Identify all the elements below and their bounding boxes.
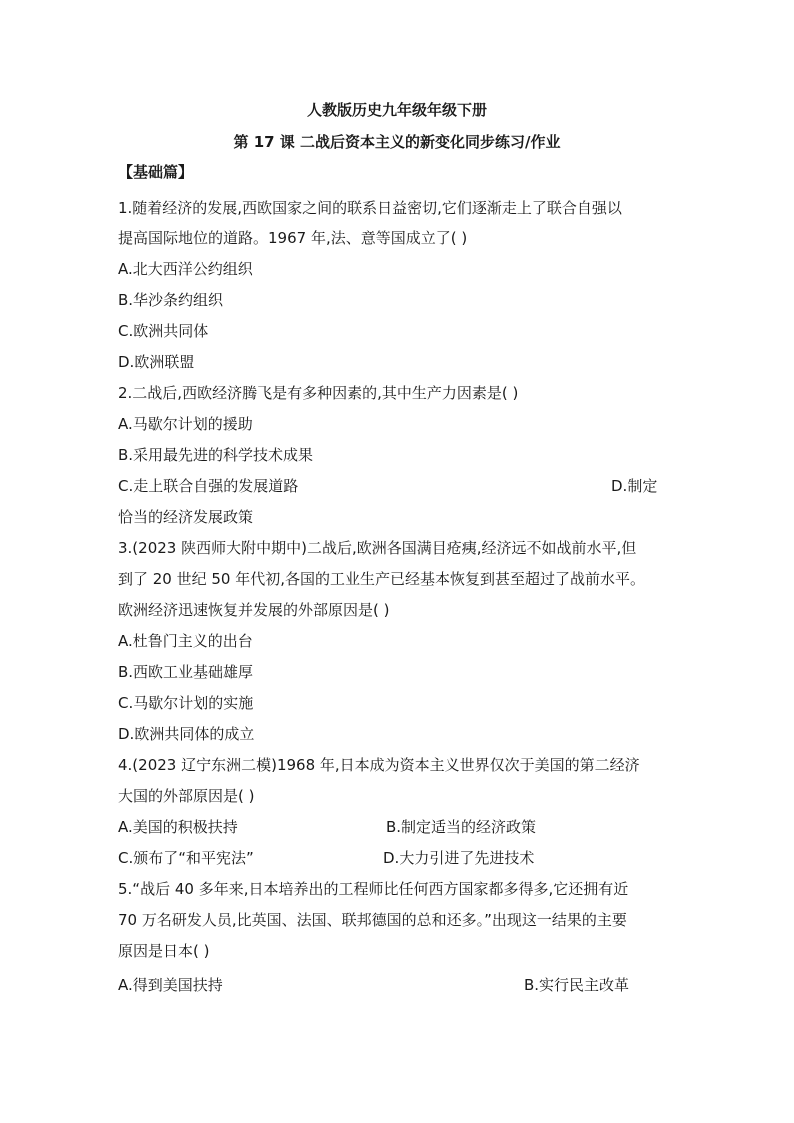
section-heading: 【基础篇】 (118, 163, 194, 181)
question-5-stem-line-2: 70 万名研发人员,比英国、法国、联邦德国的总和还多。”出现这一结果的主要 (118, 911, 627, 929)
question-3-option-d: D.欧洲共同体的成立 (118, 725, 255, 743)
question-4-option-d: D.大力引进了先进技术 (383, 849, 535, 867)
question-2-option-b: B.采用最先进的科学技术成果 (118, 446, 314, 464)
question-3-option-c: C.马歇尔计划的实施 (118, 694, 254, 712)
question-1-stem-line-2: 提高国际地位的道路。1967 年,法、意等国成立了( ) (118, 229, 468, 247)
question-2-option-c: C.走上联合自强的发展道路 (118, 477, 299, 495)
question-1-option-c: C.欧洲共同体 (118, 322, 209, 340)
question-4-option-a: A.美国的积极扶持 (118, 818, 238, 836)
question-2-option-d: D.制定 (611, 477, 658, 495)
question-3-option-a: A.杜鲁门主义的出台 (118, 632, 253, 650)
question-5-stem-line-3: 原因是日本( ) (118, 942, 210, 960)
lesson-title: 第 17 课 二战后资本主义的新变化同步练习/作业 (233, 133, 561, 151)
question-4-option-b: B.制定适当的经济政策 (386, 818, 537, 836)
question-3-stem-line-1: 3.(2023 陕西师大附中期中)二战后,欧洲各国满目疮痍,经济远不如战前水平,但 (118, 539, 637, 557)
question-2-option-d-continued: 恰当的经济发展政策 (118, 508, 254, 526)
question-1-option-d: D.欧洲联盟 (118, 353, 195, 371)
question-1-stem-line-1: 1.随着经济的发展,西欧国家之间的联系日益密切,它们逐渐走上了联合自强以 (118, 199, 622, 217)
question-3-stem-line-3: 欧洲经济迅速恢复并发展的外部原因是( ) (118, 601, 390, 619)
question-4-stem-line-1: 4.(2023 辽宁东洲二模)1968 年,日本成为资本主义世界仅次于美国的第二经济 (118, 756, 640, 774)
question-3-option-b: B.西欧工业基础雄厚 (118, 663, 254, 681)
question-3-stem-line-2: 到了 20 世纪 50 年代初,各国的工业生产已经基本恢复到甚至超过了战前水平。 (118, 570, 646, 588)
question-2-option-a: A.马歇尔计划的援助 (118, 415, 253, 433)
question-4-stem-line-2: 大国的外部原因是( ) (118, 787, 255, 805)
question-5-option-a: A.得到美国扶持 (118, 976, 223, 994)
question-1-option-b: B.华沙条约组织 (118, 291, 224, 309)
question-2-stem: 2.二战后,西欧经济腾飞是有多种因素的,其中生产力因素是( ) (118, 384, 519, 402)
question-4-option-c: C.颁布了“和平宪法” (118, 849, 254, 867)
question-5-stem-line-1: 5.“战后 40 多年来,日本培养出的工程师比任何西方国家都多得多,它还拥有近 (118, 880, 629, 898)
document-title: 人教版历史九年级年级下册 (306, 101, 487, 119)
question-1-option-a: A.北大西洋公约组织 (118, 260, 253, 278)
question-5-option-b: B.实行民主改革 (524, 976, 630, 994)
